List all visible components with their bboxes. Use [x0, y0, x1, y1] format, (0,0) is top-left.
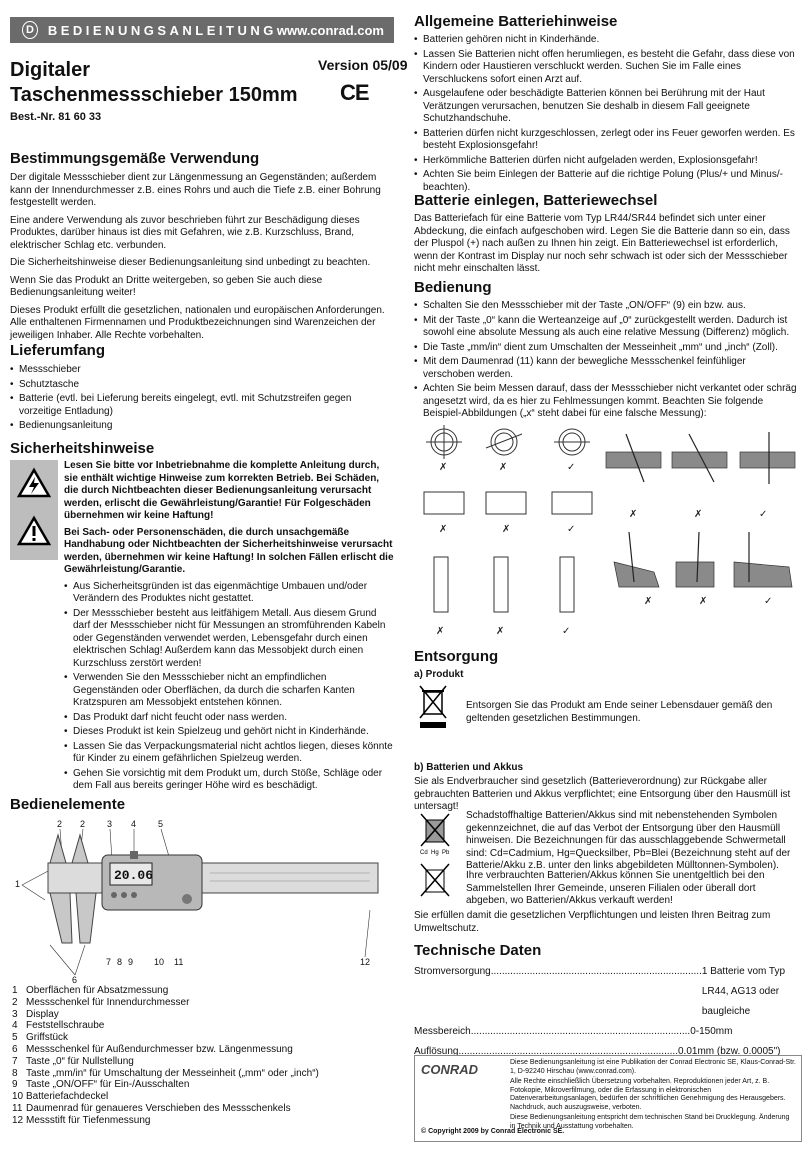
copyright: © Copyright 2009 by Conrad Electronic SE.	[421, 1128, 565, 1135]
list-item: 10 Batteriefachdeckel	[12, 1091, 109, 1103]
warning-icon-panel	[10, 460, 58, 560]
warning-icon	[17, 516, 51, 546]
high-voltage-icon	[17, 468, 51, 498]
list-item: 6 Messschenkel für Außendurchmesser bzw. Längenmessung	[12, 1043, 293, 1055]
paragraph: Entsorgen Sie das Produkt am Ende seiner Lebensdauer gemäß den geltenden gesetzlichen Bestimmungen.	[466, 700, 773, 724]
list-item: • Lassen Sie das Verpackungsmaterial nicht achtlos liegen, dieses könnte für Kinder zu einem gefährlichen Spielzeug werden.	[64, 741, 394, 766]
callout-label: 7	[106, 957, 112, 967]
paragraph: Ihre verbrauchten Batterien/Akkus können Sie unentgeltlich bei den Sammelstellen Ihrer Gemeinde, unseren Filialen oder überall dort abgeben, wo Batterien/Akkus verkauft werden!	[466, 870, 765, 906]
section-heading: Technische Daten	[414, 942, 542, 959]
paragraph: Eine andere Verwendung als zuvor beschrieben führt zur Beschädigung dieses Produktes, darüber hinaus ist dies mit Gefahren, wie z.B. Kurzschluss, Brand, elektrischer Schlag etc. verbunden.	[10, 214, 360, 251]
callout-label: 6	[72, 975, 78, 985]
list-item: • Schalten Sie den Messschieber mit der Taste „ON/OFF“ (9) ein bzw. aus.	[414, 300, 800, 313]
mark-label: ✗	[644, 596, 653, 607]
paragraph: Der digitale Messschieber dient zur Längenmessung an Gegenständen; außerdem kann der Innendurchmesser z.B. eines Rohrs und auch die Tiefe z.B. einer Bohrung festgestellt werden.	[10, 172, 381, 208]
list-item: 1 Oberflächen für Absatzmessung	[12, 985, 169, 996]
list-item: 3 Display	[12, 1008, 59, 1020]
list-item: • Die Taste „mm/in“ dient zum Umschalten der Messeinheit „mm“ und „inch“ (Zoll).	[414, 342, 800, 355]
paragraph: Das Batteriefach für eine Batterie vom Typ LR44/SR44 befindet sich unter einer Abdeckung, die einfach aufgeschoben wird. Legen Sie die Batterie dann so ein, dass der Pluspol (+) nach außen zu Ihnen hin zeigt. Ein Batteriewechsel ist erforderlich, wenn der Kontrast im Display nur noch sehr schwach ist oder sich der Messschieber nicht mehr einschalten lässt.	[414, 213, 790, 274]
list-item: 5 Griffstück	[12, 1032, 69, 1044]
callout-label: 10	[154, 957, 165, 967]
list-item: • Gehen Sie vorsichtig mit dem Produkt um, durch Stöße, Schläge oder dem Fall aus bereits geringer Höhe wird es beschädigt.	[64, 768, 394, 793]
warning-text: Lesen Sie bitte vor Inbetriebnahme die komplette Anleitung durch, sie enthält wichtige Hinweise zum korrekten Betrieb. Bei Schäden, die durch Nichtbeachten dieser Bedienungsanleitung verursacht werden, erlischt die Gewährleistung/Garantie! Für Folgeschäden übernehmen wir keine Haftung!	[64, 460, 380, 521]
imprint-box	[414, 1055, 802, 1142]
mark-label: ✓	[567, 462, 576, 473]
paragraph: Die Sicherheitshinweise dieser Bedienungsanleitung sind unbedingt zu beachten.	[10, 257, 371, 268]
section-heading: Bestimmungsgemäße Verwendung	[10, 150, 260, 167]
bin-label: Hg	[431, 850, 439, 856]
section-heading: Batterie einlegen, Batteriewechsel	[414, 192, 658, 209]
list-item: • Messschieber	[10, 364, 394, 377]
callout-label: 5	[158, 819, 164, 829]
conrad-logo: CONRAD	[421, 1062, 479, 1077]
list-item: • Batterien dürfen nicht kurzgeschlossen, zerlegt oder ins Feuer geworfen werden. Es besteht Explosionsgefahr!	[414, 128, 800, 153]
battery-general-section	[414, 13, 800, 196]
measurement-examples	[414, 422, 800, 640]
bin-label: Pb	[442, 850, 450, 856]
section-heading: Lieferumfang	[10, 342, 106, 359]
section-heading: Allgemeine Batteriehinweise	[414, 13, 618, 30]
list-item: • Lassen Sie Batterien nicht offen herumliegen, es besteht die Gefahr, dass diese von Kindern oder Haustieren verschluckt werden. Suchen Sie im Falle eines Verschluckens sofort einen Arzt auf.	[414, 49, 800, 87]
list-item: 7 Taste „0“ für Nullstellung	[12, 1055, 134, 1067]
mark-label: ✓	[562, 626, 571, 637]
controls-section	[10, 796, 394, 813]
section-heading: Bedienung	[414, 279, 492, 296]
paragraph: Dieses Produkt erfüllt die gesetzlichen, nationalen und europäischen Anforderungen. Alle enthaltenen Firmennamen und Produktbezeichnungen sind Warenzeichen der jeweiligen Inhaber. Alle Rechte vorbehalten.	[10, 304, 385, 341]
callout-label: 8	[117, 957, 123, 967]
imprint-text: Diese Bedienungsanleitung entspricht dem technischen Stand bei Drucklegung. Änderung in Technik und Ausstattung vorbehalten.	[510, 1114, 790, 1130]
list-item: • Mit der Taste „0“ kann die Werteanzeige auf „0“ zurückgestellt werden. Dadurch ist sowohl eine absolute Messung als auch eine relative Messung (Differenz) möglich.	[414, 315, 800, 340]
lcd-display: 20.06	[114, 868, 154, 883]
list-item: • Ausgelaufene oder beschädigte Batterien können bei Berührung mit der Haut Verätzungen verursachen, benutzen Sie deshalb in diesem Fall geeignete Schutzhandschuhe.	[414, 88, 800, 126]
order-number: Best.-Nr. 81 60 33	[10, 111, 102, 123]
list-item: • Dieses Produkt ist kein Spielzeug und gehört nicht in Kinderhände.	[64, 726, 394, 739]
section-heading: Entsorgung	[414, 648, 499, 665]
callout-label: 2	[57, 819, 63, 829]
list-item: • Schutztasche	[10, 379, 394, 392]
table-row: Auflösung ............................................................................... 0.01mm (bzw. 0.0005")	[414, 1046, 781, 1057]
mark-label: ✗	[699, 596, 708, 607]
callout-label: 3	[107, 819, 113, 829]
bin-label: Cd	[420, 850, 428, 856]
mark-label: ✓	[567, 524, 576, 535]
list-item: 8 Taste „mm/in“ für Umschaltung der Messeinheit („mm“ oder „inch“)	[12, 1067, 319, 1079]
banner-title: BEDIENUNGSANLEITUNG	[47, 22, 277, 38]
mark-label: ✗	[439, 524, 448, 535]
version-label: Version 05/09	[318, 57, 408, 73]
ce-mark-icon: CE	[340, 80, 369, 105]
callout-label: 4	[131, 819, 137, 829]
caliper-illustration	[10, 815, 394, 985]
callout-label: 9	[128, 957, 134, 967]
paragraph: Sie erfüllen damit die gesetzlichen Verpflichtungen und leisten Ihren Beitrag zum Umweltschutz.	[414, 910, 771, 934]
list-item: • Verwenden Sie den Messschieber nicht an empfindlichen Gegenständen oder Oberflächen, da durch die scharfen Kanten Kratzspuren am Messobjekt entstehen können.	[64, 672, 394, 710]
list-item: • Mit dem Daumenrad (11) kann der bewegliche Messschenkel feinfühliger verschoben werden.	[414, 356, 800, 381]
list-item: • Bedienungsanleitung	[10, 420, 394, 433]
page-title: Digitaler Taschenmessschieber 150mm	[10, 59, 298, 106]
mark-label: ✗	[502, 524, 511, 535]
section-heading: Bedienelemente	[10, 796, 126, 813]
controls-list	[12, 985, 392, 1127]
mark-label: ✓	[764, 596, 773, 607]
callout-label: 2	[80, 819, 86, 829]
language-badge: D	[22, 21, 38, 39]
list-item: 11 Daumenrad für genaueres Verschieben des Messschenkels	[12, 1102, 291, 1114]
mark-label: ✓	[759, 509, 768, 520]
table-row: Messbereich ............................................................................... 0-150mm	[414, 1026, 733, 1037]
subheading: a) Produkt	[414, 669, 464, 680]
mark-label: ✗	[436, 626, 445, 637]
mark-label: ✗	[629, 509, 638, 520]
list-item: • Achten Sie beim Einlegen der Batterie auf die richtige Polung (Plus/+ und Minus/- beachten).	[414, 169, 800, 194]
mark-label: ✗	[694, 509, 703, 520]
list-item: • Achten Sie beim Messen darauf, dass der Messschieber nicht verkantet oder schräg angesetzt wird, da es hier zu Fehlmessungen kommt. Beachten Sie folgende Beispiel-Abbildungen („x“ steht dabei für eine falsche Messung):	[414, 383, 800, 421]
mark-label: ✗	[499, 462, 508, 473]
imprint-text: Alle Rechte einschließlich Übersetzung vorbehalten. Reproduktionen jeder Art, z. B. Fotokopie, Mikroverfilmung, oder die Erfassung in elektronischen Datenverarbeitungsanlagen, bedürfen der schriftlichen Genehmigung des Herausgebers. Nachdruck, auch auszugsweise, verboten.	[510, 1078, 786, 1111]
list-item: • Aus Sicherheitsgründen ist das eigenmächtige Umbauen und/oder Verändern des Produktes nicht gestattet.	[64, 581, 394, 606]
banner-url[interactable]: www.conrad.com	[276, 22, 384, 38]
delivery-section	[10, 342, 394, 435]
list-item: 4 Feststellschraube	[12, 1020, 105, 1032]
tech-data-section	[414, 942, 800, 1062]
battery-bin-icons	[418, 810, 454, 910]
mark-label: ✗	[439, 462, 448, 473]
list-item: • Batterien gehören nicht in Kinderhände.	[414, 34, 800, 47]
operation-section	[414, 279, 800, 423]
list-item: • Der Messschieber besteht aus leitfähigem Metall. Aus diesem Grund darf der Messschieber nicht für Messungen an stromführenden Kabeln oder Gegenständen verwendet werden, Lebensgefahr durch einen elektrischen Schlag! Außerdem kann das Messobjekt durch einen Kurzschluss zerstört werden!	[64, 608, 394, 671]
callout-label: 1	[15, 879, 21, 889]
callout-label: 12	[360, 957, 371, 967]
list-item: • Das Produkt darf nicht feucht oder nass werden.	[64, 712, 394, 725]
intended-use-section	[10, 150, 394, 342]
list-item: 2 Messschenkel für Innendurchmesser	[12, 996, 190, 1008]
paragraph: Sie als Endverbraucher sind gesetzlich (Batterieverordnung) zur Rückgabe aller gebrauchten Batterien und Akkus verpflichtet; eine Entsorgung über den Hausmüll ist untersagt!	[414, 776, 791, 812]
paragraph: Schadstoffhaltige Batterien/Akkus sind mit nebenstehenden Symbolen gekennzeichnet, die auf das Verbot der Entsorgung über den Hausmüll hinweisen. Die Bezeichnungen für das ausschlaggebende Schwermetall sind: Cd=Cadmium, Hg=Quecksilber, Pb=Blei (Bezeichnung steht auf der Batterie/Akku z.B. unter den links abgebildeten Mülltonnen-Symbolen).	[466, 810, 791, 871]
battery-change-section	[414, 192, 800, 276]
subheading: b) Batterien und Akkus	[414, 762, 524, 773]
list-item: 9 Taste „ON/OFF“ für Ein-/Ausschalten	[12, 1079, 190, 1091]
mark-label: ✗	[496, 626, 505, 637]
list-item: 12 Messstift für Tiefenmessung	[12, 1114, 151, 1126]
list-item: • Herkömmliche Batterien dürfen nicht aufgeladen werden, Explosionsgefahr!	[414, 155, 800, 168]
section-heading: Sicherheitshinweise	[10, 440, 155, 457]
paragraph: Wenn Sie das Produkt an Dritte weitergeben, so geben Sie auch diese Bedienungsanleitung weiter!	[10, 274, 323, 298]
safety-section	[10, 440, 394, 791]
warning-text: Bei Sach- oder Personenschäden, die durch unsachgemäße Handhabung oder Nichtbeachten der Sicherheitshinweise verursacht werden, übernehmen wir keine Haftung! In solchen Fällen erlischt die Gewährleistung/Garantie.	[64, 526, 394, 575]
crossed-bin-icon	[418, 684, 448, 730]
list-item: • Batterie (evtl. bei Lieferung bereits eingelegt, evtl. mit Schutzstreifen gegen vorzeitige Entladung)	[10, 393, 394, 418]
header-banner	[10, 17, 394, 43]
disposal-section	[414, 648, 800, 934]
imprint-text: Diese Bedienungsanleitung ist eine Publikation der Conrad Electronic SE, Klaus-Conrad-Str. 1, D-92240 Hirschau (www.conrad.com).	[510, 1059, 796, 1075]
table-row: Stromversorgung ............................................................................ 1 Batterie vom Typ LR44, AG13 oder baugleiche	[414, 966, 786, 1017]
callout-label: 11	[174, 957, 184, 967]
